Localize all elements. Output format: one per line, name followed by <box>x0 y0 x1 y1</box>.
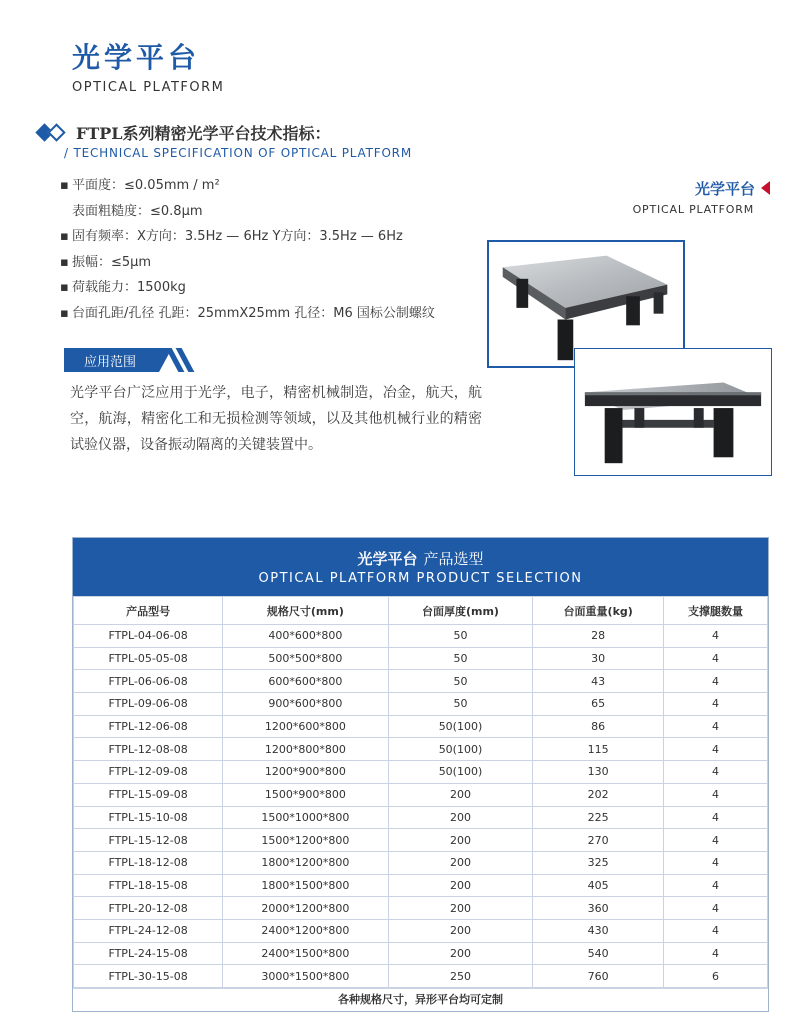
table-cell: 4 <box>663 738 767 761</box>
table-row <box>74 829 768 852</box>
arrow-left-icon <box>761 181 770 195</box>
table-cell: 4 <box>663 806 767 829</box>
table-cell: 50 <box>388 647 533 670</box>
scope-tag <box>64 348 190 372</box>
table-cell: FTPL-30-15-08 <box>74 965 223 988</box>
table-cell: 1500*1000*800 <box>223 806 388 829</box>
table-cell: 325 <box>533 851 664 874</box>
table-cell: 2000*1200*800 <box>223 897 388 920</box>
table-row <box>74 738 768 761</box>
table-cell: FTPL-18-12-08 <box>74 851 223 874</box>
spec-table <box>73 596 768 988</box>
table-cell: 600*600*800 <box>223 670 388 693</box>
table-cell: 50 <box>388 670 533 693</box>
table-cell: 50(100) <box>388 738 533 761</box>
table-cell: 6 <box>663 965 767 988</box>
table-cell: FTPL-24-15-08 <box>74 942 223 965</box>
table-row <box>74 783 768 806</box>
table-cell: FTPL-12-08-08 <box>74 738 223 761</box>
table-header-row <box>74 597 768 625</box>
table-cell: 1500*900*800 <box>223 783 388 806</box>
table-cell: 115 <box>533 738 664 761</box>
spec-item-text: 固有频率：X方向：3.5Hz — 6Hz Y方向：3.5Hz — 6Hz <box>72 229 403 244</box>
table-row <box>74 647 768 670</box>
table-cell: 200 <box>388 874 533 897</box>
spec-item <box>60 301 435 327</box>
table-cell: 200 <box>388 829 533 852</box>
table-cell: FTPL-12-09-08 <box>74 761 223 784</box>
table-cell: 200 <box>388 806 533 829</box>
table-cell: 4 <box>663 647 767 670</box>
table-cell: 900*600*800 <box>223 693 388 716</box>
scope-tag-label: 应用范围 <box>84 355 137 370</box>
column-header: 产品型号 <box>74 597 223 625</box>
bullet-icon: ▪ <box>60 280 69 295</box>
table-cell: 4 <box>663 919 767 942</box>
table-cell: 250 <box>388 965 533 988</box>
spec-heading-text: FTPL系列精密光学平台技术指标： <box>76 124 331 143</box>
table-cell: 760 <box>533 965 664 988</box>
table-cell: FTPL-15-10-08 <box>74 806 223 829</box>
table-cell: 3000*1500*800 <box>223 965 388 988</box>
table-cell: 4 <box>663 829 767 852</box>
table-cell: 4 <box>663 874 767 897</box>
table-row <box>74 942 768 965</box>
table-cell: 43 <box>533 670 664 693</box>
spec-list <box>60 173 435 326</box>
table-title-bold: 光学平台 <box>357 550 418 568</box>
table-cell: 200 <box>388 942 533 965</box>
spec-item-text: 平面度：≤0.05mm / m² <box>72 178 220 193</box>
table-row <box>74 851 768 874</box>
spec-item <box>60 224 435 250</box>
bullet-icon: ▪ <box>60 305 69 321</box>
table-row <box>74 897 768 920</box>
page-subtitle: OPTICAL PLATFORM <box>72 80 225 95</box>
table-cell: 1200*900*800 <box>223 761 388 784</box>
table-body <box>74 625 768 988</box>
column-header: 规格尺寸(mm) <box>223 597 388 625</box>
table-cell: 4 <box>663 851 767 874</box>
spec-heading-en: / TECHNICAL SPECIFICATION OF OPTICAL PLATFORM <box>64 146 412 160</box>
table-cell: FTPL-09-06-08 <box>74 693 223 716</box>
table-cell: 200 <box>388 897 533 920</box>
table-cell: 4 <box>663 897 767 920</box>
table-cell: 270 <box>533 829 664 852</box>
column-header: 支撑腿数量 <box>663 597 767 625</box>
table-row <box>74 761 768 784</box>
spec-item <box>60 250 435 276</box>
table-cell: 430 <box>533 919 664 942</box>
table-row <box>74 670 768 693</box>
table-cell: FTPL-20-12-08 <box>74 897 223 920</box>
table-cell: 50 <box>388 693 533 716</box>
spec-item <box>60 275 435 301</box>
table-cell: FTPL-24-12-08 <box>74 919 223 942</box>
table-cell: 50(100) <box>388 715 533 738</box>
bullet-icon: ▪ <box>60 229 69 244</box>
table-cell: 4 <box>663 715 767 738</box>
table-title-normal: 产品选型 <box>423 550 484 568</box>
spec-item <box>60 199 435 225</box>
photo-label-title: 光学平台 <box>694 180 755 198</box>
table-cell: 86 <box>533 715 664 738</box>
table-cell: 202 <box>533 783 664 806</box>
table-cell: 4 <box>663 942 767 965</box>
spec-item-text: 振幅：≤5μm <box>72 254 152 270</box>
table-cell: 200 <box>388 919 533 942</box>
table-cell: 2400*1200*800 <box>223 919 388 942</box>
spec-item-text: 台面孔距/孔径 孔距：25mmX25mm 孔径：M6 国标公制螺纹 <box>72 305 435 321</box>
table-note: 各种规格尺寸，异形平台均可定制 <box>73 988 768 1010</box>
table-cell: 4 <box>663 693 767 716</box>
table-cell: 4 <box>663 761 767 784</box>
bullet-icon: ▪ <box>60 178 69 193</box>
column-header: 台面厚度(mm) <box>388 597 533 625</box>
photo-label <box>695 178 770 199</box>
product-selection-table <box>72 537 769 1012</box>
table-title-en: OPTICAL PLATFORM PRODUCT SELECTION <box>258 571 583 586</box>
scope-text: 光学平台广泛应用于光学，电子，精密机械制造，冶金，航天，航空，航海，精密化工和无损检测等领域，以及其他机械行业的精密试验仪器，设备振动隔离的关键装置中。 <box>70 385 482 453</box>
table-header <box>73 538 768 596</box>
table-cell: 500*500*800 <box>223 647 388 670</box>
table-cell: 400*600*800 <box>223 625 388 648</box>
table-cell: 30 <box>533 647 664 670</box>
table-cell: 50(100) <box>388 761 533 784</box>
column-header: 台面重量(kg) <box>533 597 664 625</box>
spec-item-text: 表面粗糙度：≤0.8μm <box>72 203 203 219</box>
optical-platform-photo-2 <box>574 348 772 476</box>
table-row <box>74 874 768 897</box>
table-cell: 1200*800*800 <box>223 738 388 761</box>
table-cell: 130 <box>533 761 664 784</box>
table-cell: FTPL-15-09-08 <box>74 783 223 806</box>
table-cell: 200 <box>388 851 533 874</box>
table-cell: FTPL-05-05-08 <box>74 647 223 670</box>
table-cell: FTPL-04-06-08 <box>74 625 223 648</box>
table-cell: FTPL-15-12-08 <box>74 829 223 852</box>
table-cell: FTPL-06-06-08 <box>74 670 223 693</box>
table-cell: 4 <box>663 783 767 806</box>
table-cell: 1200*600*800 <box>223 715 388 738</box>
table-cell: FTPL-12-06-08 <box>74 715 223 738</box>
table-row <box>74 693 768 716</box>
page-title: 光学平台 <box>72 41 201 74</box>
table-cell: 1800*1200*800 <box>223 851 388 874</box>
table-cell: 2400*1500*800 <box>223 942 388 965</box>
spec-heading <box>36 121 331 144</box>
table-row <box>74 965 768 988</box>
table-cell: 4 <box>663 670 767 693</box>
table-row <box>74 806 768 829</box>
table-cell: 50 <box>388 625 533 648</box>
bullet-icon: ▪ <box>60 254 69 270</box>
diamond-icon <box>36 123 70 143</box>
table-row <box>74 625 768 648</box>
table-row <box>74 715 768 738</box>
table-cell: 65 <box>533 693 664 716</box>
table-cell: 1500*1200*800 <box>223 829 388 852</box>
spec-item <box>60 173 435 199</box>
photo-label-subtitle: OPTICAL PLATFORM <box>632 203 754 216</box>
spec-item-text: 荷载能力：1500kg <box>72 280 186 295</box>
table-cell: 360 <box>533 897 664 920</box>
table-cell: 200 <box>388 783 533 806</box>
table-cell: 225 <box>533 806 664 829</box>
table-cell: 4 <box>663 625 767 648</box>
table-cell: 405 <box>533 874 664 897</box>
table-title <box>73 538 768 569</box>
table-cell: 540 <box>533 942 664 965</box>
table-cell: 28 <box>533 625 664 648</box>
table-cell: 1800*1500*800 <box>223 874 388 897</box>
table-cell: FTPL-18-15-08 <box>74 874 223 897</box>
table-row <box>74 919 768 942</box>
